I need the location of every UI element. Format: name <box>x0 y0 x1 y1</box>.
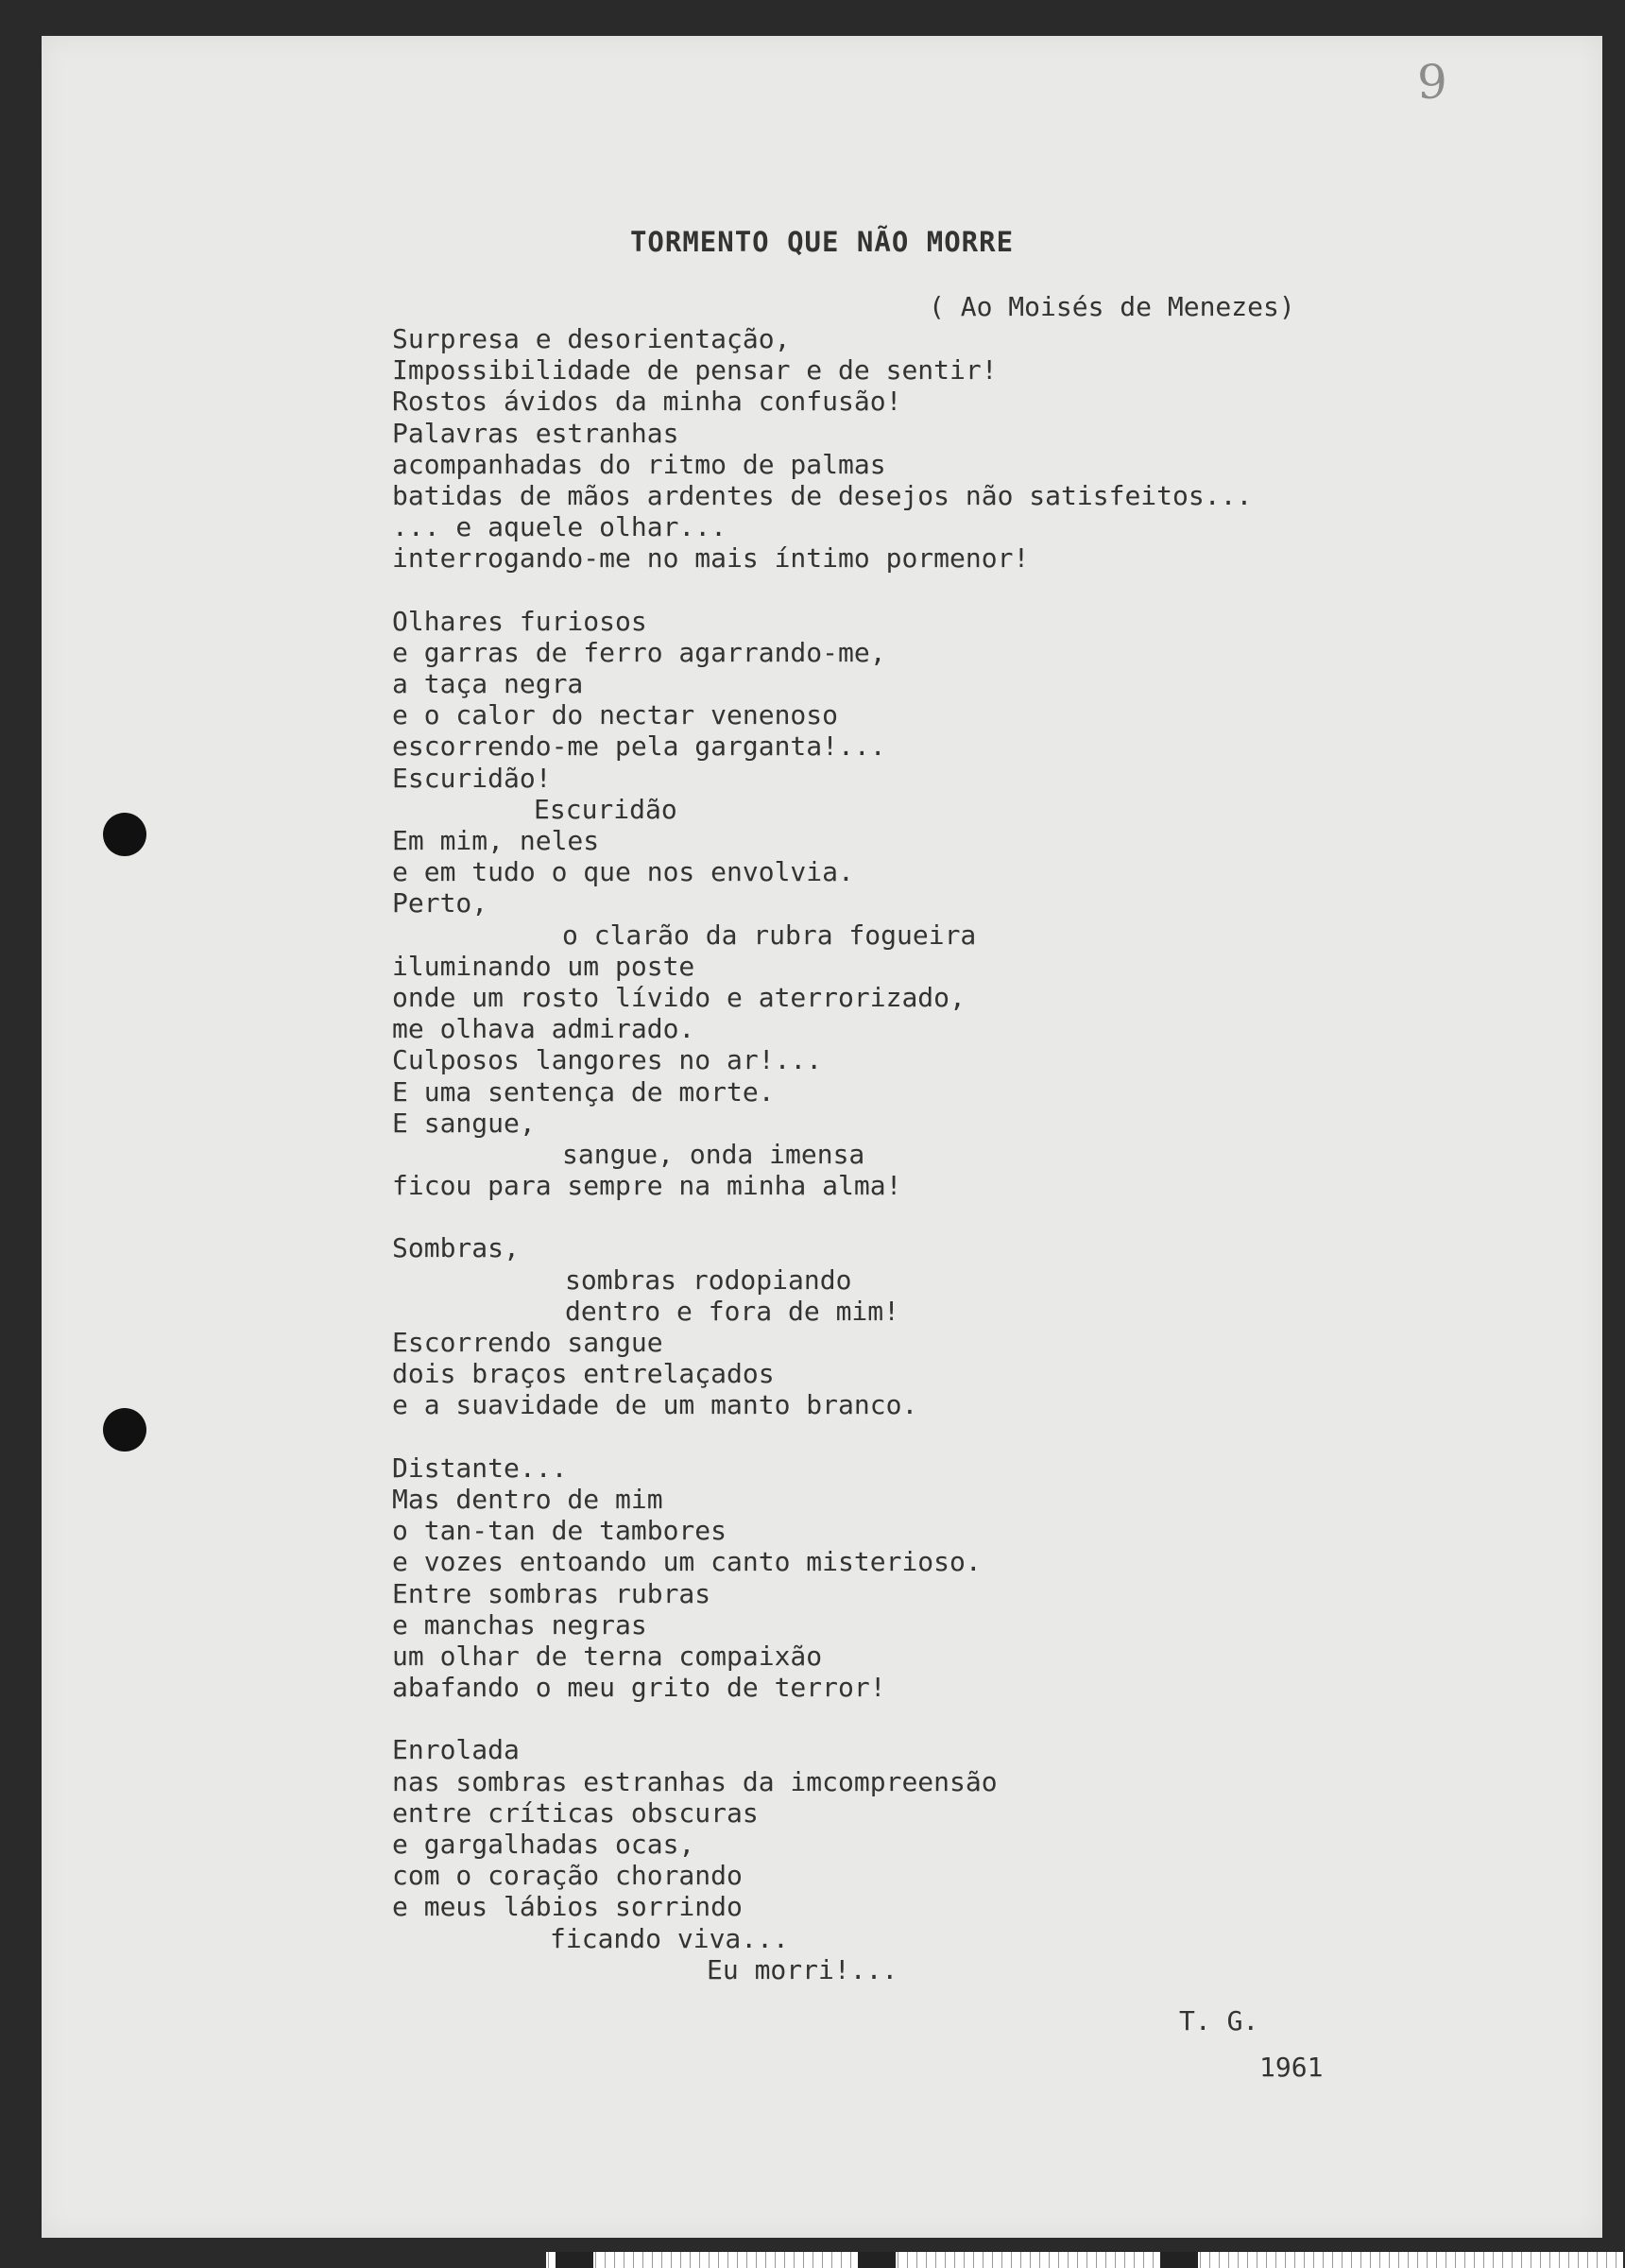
poem-line: Entre sombras rubras <box>392 1577 711 1609</box>
poem-line: batidas de mãos ardentes de desejos não satisfeitos... <box>392 479 1253 511</box>
poem-line: acompanhadas do ritmo de palmas <box>392 448 886 480</box>
poem-line: Surpresa e desorientação, <box>392 323 791 354</box>
punch-hole-bottom <box>103 1408 146 1452</box>
poem-line: um olhar de terna compaixão <box>392 1640 823 1672</box>
poem-line: e gargalhadas ocas, <box>392 1829 695 1860</box>
poem-line: Sombras, <box>392 1232 520 1264</box>
scale-ruler <box>546 2252 1623 2268</box>
punch-hole-top <box>103 813 146 856</box>
poem-line: a taça negra <box>392 668 584 700</box>
poem-line <box>392 1703 1252 1734</box>
poem-line: sombras rodopiando <box>565 1263 852 1296</box>
poem-line: Eu morri!... <box>707 1953 898 1985</box>
poem-line: e vozes entoando um canto misterioso. <box>392 1546 982 1578</box>
poem-line: interrogando-me no mais íntimo pormenor! <box>392 542 1030 575</box>
page-number: 9 <box>1417 55 1447 110</box>
poem-line <box>392 575 1252 606</box>
dedication: ( Ao Moisés de Menezes) <box>929 291 1295 322</box>
poem-line: e o calor do nectar venenoso <box>392 699 839 731</box>
poem-line: onde um rosto lívido e aterrorizado, <box>392 981 966 1013</box>
poem-line: dentro e fora de mim! <box>565 1295 900 1327</box>
poem-line: Culposos langores no ar!... <box>392 1044 823 1076</box>
poem-line: Perto, <box>392 887 488 919</box>
poem-line: escorrendo-me pela garganta!... <box>392 730 886 763</box>
poem-line: Enrolada <box>392 1734 520 1766</box>
poem-line: ficando viva... <box>550 1922 789 1954</box>
signature-initials: T. G. <box>1179 2005 1259 2036</box>
poem-line: o clarão da rubra fogueira <box>562 919 977 951</box>
poem-line: Escuridão <box>534 793 677 825</box>
poem-line: me olhava admirado. <box>392 1013 695 1045</box>
poem-body <box>392 323 1252 1985</box>
poem-line: iluminando um poste <box>392 950 695 982</box>
poem-line: dois braços entrelaçados <box>392 1358 775 1390</box>
poem-line: Em mim, neles <box>392 825 600 856</box>
poem-line: ... e aquele olhar... <box>392 511 727 543</box>
poem-line: Palavras estranhas <box>392 417 679 449</box>
poem-line: e meus lábios sorrindo <box>392 1891 743 1923</box>
poem-line: Escorrendo sangue <box>392 1327 663 1358</box>
poem-line <box>392 1201 1252 1232</box>
poem-line <box>392 1421 1252 1452</box>
poem-line: ficou para sempre na minha alma! <box>392 1170 902 1202</box>
poem-line: nas sombras estranhas da imcompreensão <box>392 1765 998 1797</box>
poem-line: sangue, onda imensa <box>562 1138 865 1170</box>
poem-line: abafando o meu grito de terror! <box>392 1672 886 1704</box>
poem-line: o tan-tan de tambores <box>392 1515 727 1547</box>
poem-line: e garras de ferro agarrando-me, <box>392 636 886 668</box>
poem-line: e em tudo o que nos envolvia. <box>392 856 854 888</box>
poem-line: Distante... <box>392 1452 568 1484</box>
poem-line: Rostos ávidos da minha confusão! <box>392 386 902 418</box>
poem-line: E sangue, <box>392 1107 536 1139</box>
poem-line: e a suavidade de um manto branco. <box>392 1389 918 1421</box>
poem-title: TORMENTO QUE NÃO MORRE <box>629 226 1015 258</box>
poem-line: com o coração chorando <box>392 1860 743 1892</box>
poem-line: Olhares furiosos <box>392 605 647 637</box>
poem-line: e manchas negras <box>392 1608 647 1641</box>
poem-line: Escuridão! <box>392 762 552 794</box>
poem-line: Impossibilidade de pensar e de sentir! <box>392 354 998 387</box>
year: 1961 <box>1259 2052 1324 2083</box>
poem-line: entre críticas obscuras <box>392 1796 759 1829</box>
poem-line: E uma sentença de morte. <box>392 1075 775 1108</box>
poem-line: Mas dentro de mim <box>392 1483 663 1515</box>
